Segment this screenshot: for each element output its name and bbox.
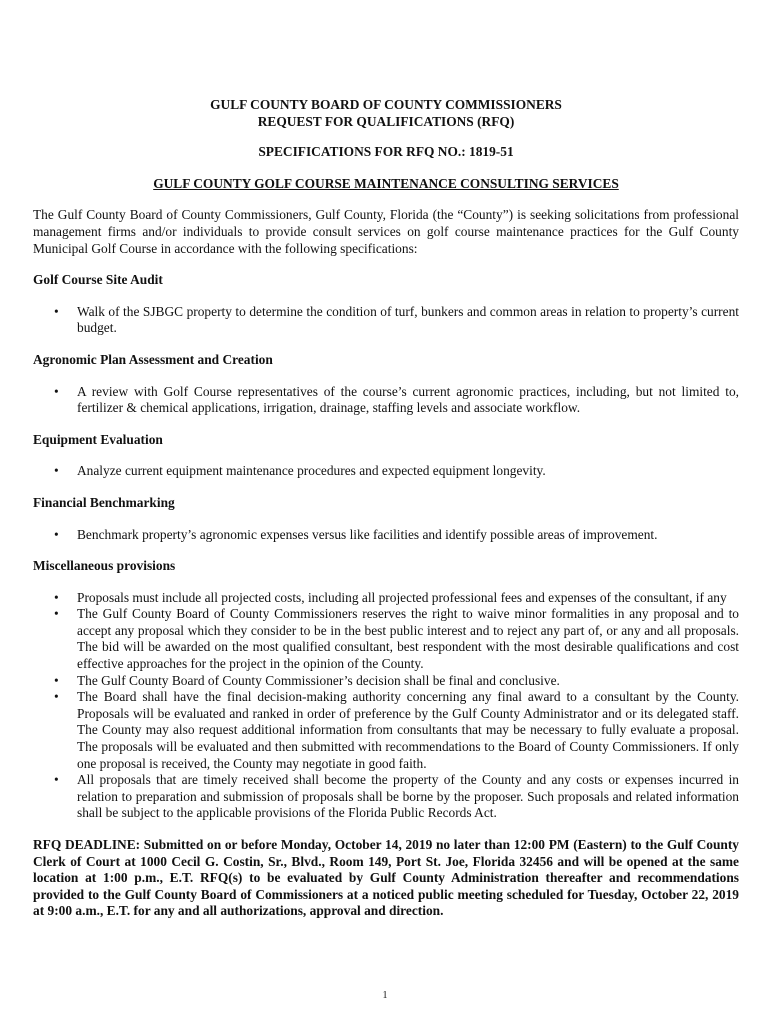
- list-item: [33, 304, 739, 337]
- spec-number: SPECIFICATIONS FOR RFQ NO.: 1819-51: [258, 144, 514, 160]
- bullet-icon: •: [54, 383, 59, 399]
- section-list-financial-benchmarking: [33, 527, 739, 544]
- page-number: 1: [382, 990, 388, 1001]
- section-list-agronomic-plan: [33, 384, 739, 417]
- section-list-site-audit: [33, 304, 739, 337]
- bullet-icon: •: [54, 689, 59, 705]
- list-item-text: The Gulf County Board of County Commissioners reserves the right to waive minor formalities in any proposal and to accept any proposal which they consider to be in the best public interest and to reject any part of, or any and all proposals. The bid will be awarded on the most qualified consultant, best respondent with the most desirable qualifications and cost effective approaches for the project in the opinion of the County.: [77, 606, 739, 672]
- document-header: [33, 97, 739, 130]
- list-item: [33, 772, 739, 822]
- list-item: [33, 689, 739, 772]
- list-item-text: A review with Golf Course representatives of the course’s current agronomic practices, including, but not limited to, fertilizer & chemical applications, irrigation, drainage, staffing levels and associate workflow.: [77, 383, 739, 416]
- document-page: [33, 97, 739, 920]
- section-title-site-audit: Golf Course Site Audit: [33, 272, 163, 288]
- list-item-text: Proposals must include all projected costs, including all projected professional fees and expenses of the consultant, if any: [77, 589, 727, 605]
- section-title-agronomic-plan: Agronomic Plan Assessment and Creation: [33, 351, 273, 367]
- list-item: [33, 673, 739, 690]
- intro-paragraph: The Gulf County Board of County Commissioners, Gulf County, Florida (the “County”) is seeking solicitations from professional management firms and/or individuals to provide consult services on golf course maintenance practices for the Gulf County Municipal Golf Course in accordance with the following specifications:: [33, 207, 739, 256]
- list-item-text: All proposals that are timely received shall become the property of the County and any costs or expenses incurred in relation to preparation and submission of proposals shall be borne by the proposer. Such proposals and related information shall be subject to the applicable provisions of the Florida Public Records Act.: [77, 772, 739, 821]
- list-item: [33, 384, 739, 417]
- bullet-icon: •: [54, 672, 59, 688]
- bullet-icon: •: [54, 606, 59, 622]
- list-item: [33, 606, 739, 672]
- list-item-text: The Board shall have the final decision-making authority concerning any final award to a consultant by the County. Proposals will be evaluated and ranked in order of preference by the Gulf County Administrator and or its delegated staff. The County may also request additional information from consultants that may be necessary to fully evaluate a proposal. The proposals will be evaluated and then submitted with recommendations to the Board of County Commissioners. If only one proposal is received, the County may negotiate in good faith.: [77, 689, 739, 771]
- list-item-text: Analyze current equipment maintenance procedures and expected equipment longevity.: [77, 463, 546, 479]
- bullet-icon: •: [54, 463, 59, 479]
- bullet-icon: •: [54, 772, 59, 788]
- header-line-2: REQUEST FOR QUALIFICATIONS (RFQ): [257, 113, 515, 129]
- bullet-icon: •: [54, 303, 59, 319]
- section-title-miscellaneous: Miscellaneous provisions: [33, 558, 176, 574]
- header-line-1: GULF COUNTY BOARD OF COUNTY COMMISSIONERS: [210, 97, 562, 112]
- list-item-text: Walk of the SJBGC property to determine the condition of turf, bunkers and common areas in relation to property’s current budget.: [77, 303, 739, 336]
- bullet-icon: •: [54, 589, 59, 605]
- section-title-equipment-evaluation: Equipment Evaluation: [33, 431, 163, 447]
- list-item: [33, 463, 739, 480]
- document-title: GULF COUNTY GOLF COURSE MAINTENANCE CONSULTING SERVICES: [153, 175, 619, 191]
- list-item-text: Benchmark property’s agronomic expenses versus like facilities and identify possible areas of improvement.: [77, 526, 658, 542]
- rfq-deadline-paragraph: RFQ DEADLINE: Submitted on or before Monday, October 14, 2019 no later than 12:00 PM (Eastern) to the Gulf County Clerk of Court at 1000 Cecil G. Costin, Sr., Blvd., Room 149, Port St. Joe, Florida 32456 and will be opened at the same location at 1:00 p.m., E.T. RFQ(s) to be evaluated by Gulf County Administration thereafter and recommendations provided to the Gulf County Board of Commissioners at a noticed public meeting scheduled for Tuesday, October 22, 2019 at 9:00 a.m., E.T. for any and all authorizations, approval and direction.: [33, 837, 739, 919]
- list-item: [33, 590, 739, 607]
- section-list-miscellaneous: [33, 590, 739, 822]
- bullet-icon: •: [54, 526, 59, 542]
- list-item-text: The Gulf County Board of County Commissioner’s decision shall be final and conclusive.: [77, 672, 560, 688]
- section-title-financial-benchmarking: Financial Benchmarking: [33, 494, 175, 510]
- list-item: [33, 527, 739, 544]
- section-list-equipment-evaluation: [33, 463, 739, 480]
